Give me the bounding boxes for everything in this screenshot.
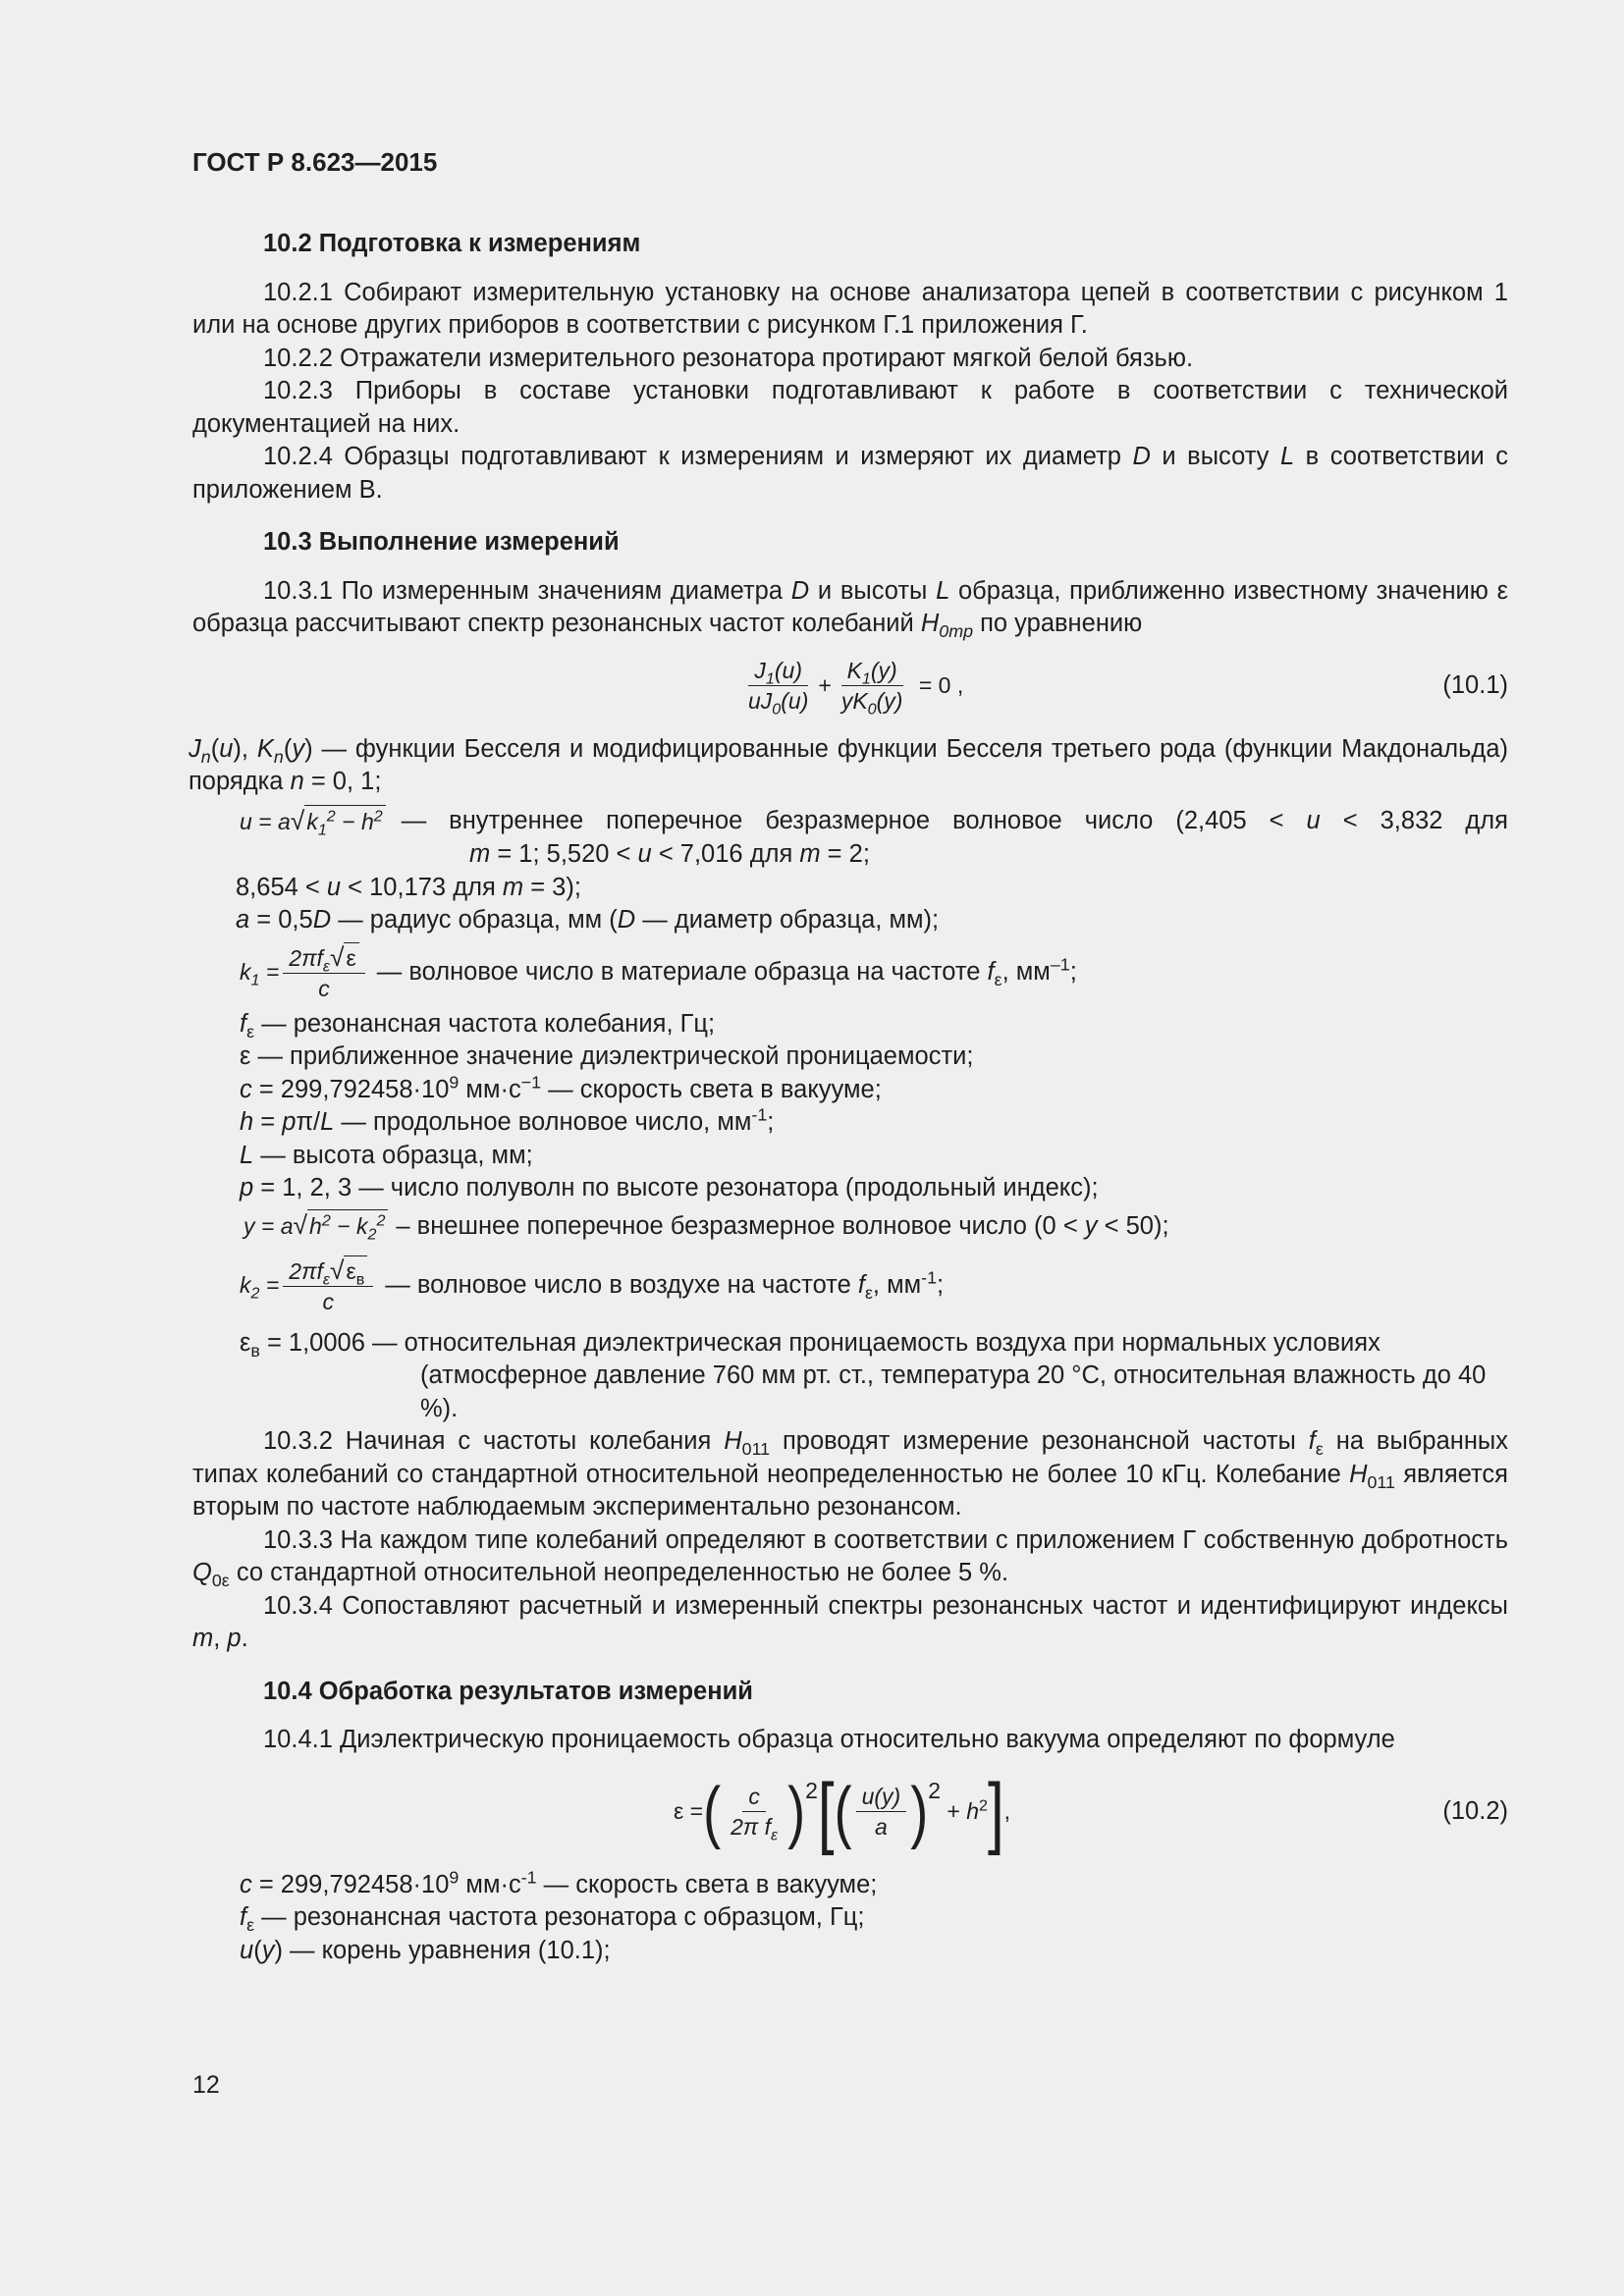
page-number: 12 bbox=[192, 2071, 220, 2099]
y-definition: $y = a√h^2 - k_2^2$ – внешнее поперечное безразмерное волновое число (0 < y < 50); bbox=[244, 1210, 1169, 1244]
document-body bbox=[189, 228, 1508, 1967]
u-definition-cont2: 8,654 < u < 10,173 для m = 3); bbox=[236, 873, 581, 901]
fe-definition-2: $f_\varepsilon$ — резонансная частота резонатора с образцом, Гц; bbox=[240, 1903, 865, 1936]
k1-definition: $k_1$ = $\frac{2\pi f_\varepsilon√\varepsilon}{c}$ — волновое число в материале образца на частоте $f_\varepsilon$, $мм^{-1}$; bbox=[240, 941, 1077, 1001]
paragraph-10-3-2: 10.3.2 Начиная с частоты колебания $H_{011}$ проводят измерение резонансной частоты $f_\varepsilon$ на выбранных типах колебаний со стандартной относительной неопределенностью не более 10 кГц. Колебание $H_{011}$ является вторым по частоте наблюдаемым экспериментально резонансом. bbox=[192, 1427, 1508, 1521]
symbol-definitions bbox=[192, 805, 1508, 1426]
c-definition: $c = 299,792458\cdot 10^9$ $мм\cdot с^{-1}$ — скорость света в вакууме; bbox=[240, 1072, 882, 1103]
bessel-definition: $J_n(u)$, $K_n(y)$ — функции Бесселя и модифицированные функции Бесселя третьего рода (функции Макдональда) порядка n = 0, 1; bbox=[189, 734, 1508, 795]
paragraph-10-4-1: 10.4.1 Диэлектрическую проницаемость образца относительно вакуума определяют по формуле bbox=[263, 1726, 1395, 1753]
h-definition: h = pπ/L — продольное волновое число, $мм^{-1}$; bbox=[240, 1104, 775, 1136]
L-definition: L — высота образца, мм; bbox=[240, 1141, 533, 1169]
paragraph-10-3-3: 10.3.3 На каждом типе колебаний определяют в соответствии с приложением Г собственную добротность $Q_{0\varepsilon}$ со стандартной относительной неопределенностью не более 5 %. bbox=[192, 1525, 1508, 1591]
p-definition: p = 1, 2, 3 — число полуволн по высоте резонатора (продольный индекс); bbox=[240, 1174, 1099, 1201]
equation-10-2-number: (10.2) bbox=[1442, 1796, 1508, 1825]
equation-10-1 bbox=[192, 649, 1508, 723]
equation-10-2-formula: ε = ( $\frac{c}{2\pi f_\varepsilon}$ ) $^2$ [ ( $\frac{u(y)}{a}$ ) $^2$ + $h^2$ ] , bbox=[674, 1766, 1011, 1856]
k2-definition: $k_2$ = $\frac{2\pi f_\varepsilon√\varepsilon_в}{c}$ — волновое число в воздухе на частоте $f_\varepsilon$, $мм^{-1}$; bbox=[240, 1255, 945, 1314]
paragraph-10-2-4: 10.2.4 Образцы подготавливают к измерениям и измеряют их диаметр D и высоту L в соответствии с приложением В. bbox=[192, 443, 1508, 504]
paragraph-10-2-3: 10.2.3 Приборы в составе установки подготавливают к работе в соответствии с технической документацией на них. bbox=[192, 377, 1508, 438]
eps-definition: ε — приближенное значение диэлектрической проницаемости; bbox=[240, 1042, 974, 1070]
paragraph-10-3-1: 10.3.1 По измеренным значениям диаметра D и высоты L образца, приближенно известному значению ε образца рассчитывают спектр резонансных частот колебаний $H_{0mp}$ по уравнению bbox=[192, 576, 1508, 642]
equation-10-2 bbox=[192, 1765, 1508, 1859]
fe-definition: $f_\varepsilon$ — резонансная частота колебания, Гц; bbox=[240, 1009, 716, 1041]
section-heading-10-4: 10.4 Обработка результатов измерений bbox=[263, 1677, 753, 1705]
u-definition-cont: m = 1; 5,520 < u < 7,016 для m = 2; bbox=[469, 840, 870, 868]
c-definition-2: $c = 299,792458\cdot 10^9$ $мм\cdot с^{-1}$ — скорость света в вакууме; bbox=[240, 1867, 878, 1898]
a-definition: a = 0,5D — радиус образца, мм (D — диаметр образца, мм); bbox=[236, 906, 940, 934]
paragraph-10-2-1: 10.2.1 Собирают измерительную установку на основе анализатора цепей в соответствии с рисунком 1 или на основе других приборов в соответствии с рисунком Г.1 приложения Г. bbox=[192, 278, 1508, 339]
paragraph-10-2-2: 10.2.2 Отражатели измерительного резонатора протирают мягкой белой бязью. bbox=[263, 344, 1194, 372]
uy-definition: u(y) — корень уравнения (10.1); bbox=[240, 1936, 611, 1964]
equation-10-1-formula: $\frac{J_1(u)}{uJ_0(u)}$ + $\frac{K_1(y)}{yK_0(y)}$ = 0 , bbox=[748, 658, 964, 719]
section-heading-10-2: 10.2 Подготовка к измерениям bbox=[263, 230, 641, 257]
epsv-definition: $\varepsilon_в = 1,0006$ — относительная диэлектрическая проницаемость воздуха при нормальных условиях (атмосферное давление 760 мм рт. ст., температура 20 °С, относительная влажность до 40 %). bbox=[240, 1328, 1487, 1422]
equation-10-1-number: (10.1) bbox=[1442, 670, 1508, 699]
section-heading-10-3: 10.3 Выполнение измерений bbox=[263, 528, 620, 556]
document-header: ГОСТ Р 8.623—2015 bbox=[192, 147, 438, 177]
u-definition: $u = a√k_1^2 - h^2$ — внутреннее поперечное безразмерное волновое число (2,405 < u < 3,832 для bbox=[240, 805, 1508, 839]
symbol-definitions-10-4 bbox=[192, 1869, 1508, 1968]
paragraph-10-3-4: 10.3.4 Сопоставляют расчетный и измеренный спектры резонансных частот и идентифицируют индексы m, p. bbox=[192, 1591, 1508, 1652]
